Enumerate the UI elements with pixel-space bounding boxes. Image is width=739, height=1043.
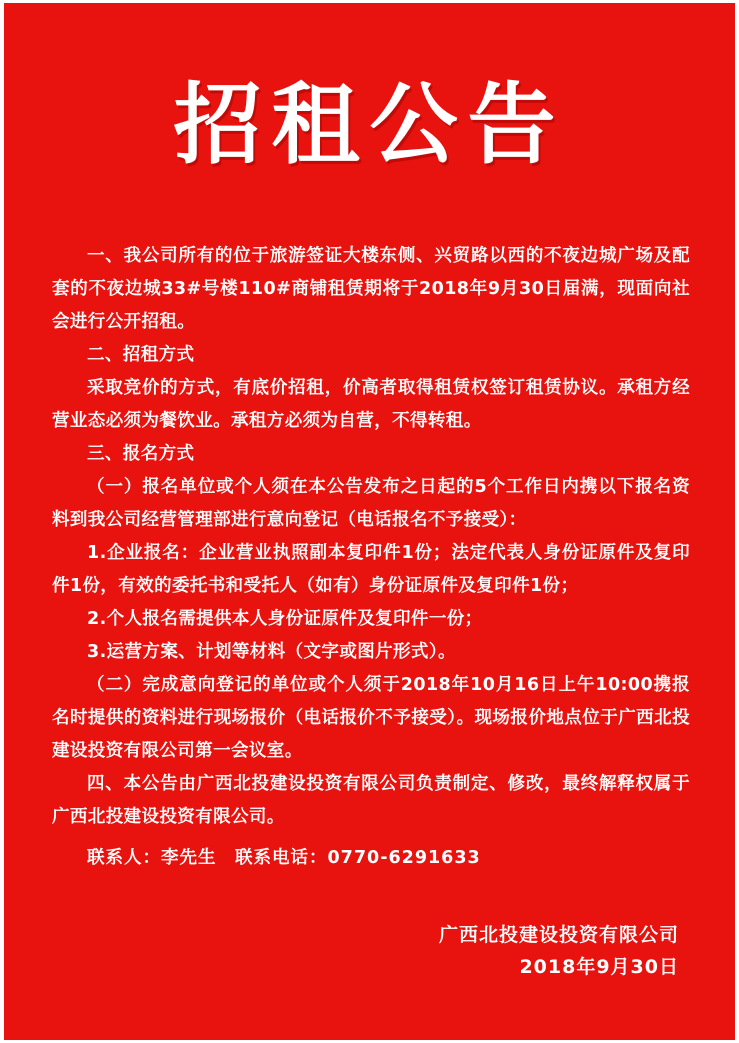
signature-date: 2018年9月30日 [519,956,679,978]
signature-company: 广西北投建设投资有限公司 [438,924,679,946]
announcement-body [52,240,690,875]
signature-block [267,919,687,983]
paragraph-3: 采取竞价的方式，有底价招租，价高者取得租赁权签订租赁协议。承租方经营业态必须为餐饮业。承租方必须为自营，不得转租。 [52,378,690,431]
poster-border-top [0,0,739,3]
paragraph-4: 三、报名方式 [87,444,195,464]
paragraph-1: 一、我公司所有的位于旅游签证大楼东侧、兴贸路以西的不夜边城广场及配套的不夜边城33#号楼110#商铺租赁期将于2018年9月30日届满，现面向社会进行公开招租。 [52,246,690,332]
page-title: 招租公告 [173,72,566,176]
paragraph-10: 四、本公告由广西北投建设投资有限公司负责制定、修改，最终解释权属于广西北投建设投资有限公司。 [52,774,690,827]
paragraph-5: （一）报名单位或个人须在本公告发布之日起的5个工作日内携以下报名资料到我公司经营管理部进行意向登记（电话报名不予接受）： [52,477,690,530]
contact-line: 联系人：李先生 联系电话：0770-6291633 [87,848,481,868]
paragraph-8: 3.运营方案、计划等材料（文字或图片形式）。 [87,642,456,662]
paragraph-7: 2.个人报名需提供本人身份证原件及复印件一份； [87,609,483,629]
paragraph-9: （二）完成意向登记的单位或个人须于2018年10月16日上午10:00携报名时提供的资料进行现场报价（电话报价不予接受）。现场报价地点位于广西北投建设投资有限公司第一会议室。 [52,675,690,761]
paragraph-2: 二、招租方式 [87,345,195,365]
paragraph-6: 1.企业报名：企业营业执照副本复印件1份；法定代表人身份证原件及复印件1份，有效的委托书和受托人（如有）身份证原件及复印件1份； [52,543,690,596]
